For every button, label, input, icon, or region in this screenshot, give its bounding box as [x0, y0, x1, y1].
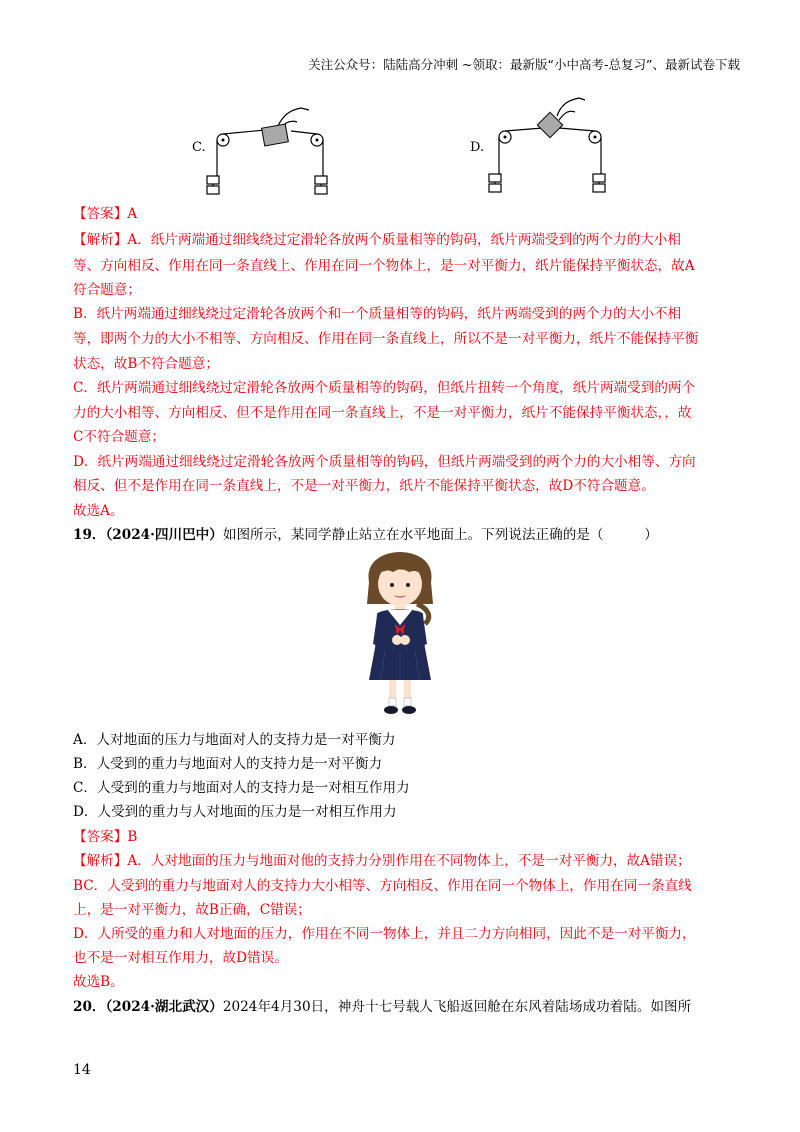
q19-analysis-line: 【解析】A．人对地面的压力与地面对他的支持力分别作用在不同物体上，不是一对平衡力，故A错误；	[73, 853, 691, 869]
q18-analysis-line: C不符合题意；	[73, 429, 165, 445]
q19-student-illustration	[355, 552, 445, 717]
q19-answer: 【答案】B	[73, 829, 138, 845]
page-header: 关注公众号：陆陆高分冲刺 ~领取：最新版“小中高考-总复习”、最新试卷下载	[308, 57, 740, 72]
q20-stem: 2024年4月30日，神舟十七号载人飞船返回舱在东风着陆场成功着陆。如图所	[222, 999, 692, 1015]
q20-number: 20．	[73, 999, 106, 1015]
q18-analysis-line: 【解析】A．纸片两端通过细线绕过定滑轮各放两个质量相等的钩码，纸片两端受到的两个力的大小相	[73, 232, 681, 248]
q19-analysis-line: D．人所受的重力和人对地面的压力，作用在不同一物体上，并且二力方向相同，因此不是一对平衡力，	[73, 926, 696, 942]
q18-analysis-line: C．纸片两端通过细线绕过定滑轮各放两个质量相等的钩码，但纸片扭转一个角度，纸片两端受到的两个	[73, 380, 696, 396]
q19-option-c: C．人受到的重力与地面对人的支持力是一对相互作用力	[73, 780, 410, 796]
q19-number: 19．	[73, 527, 106, 543]
q19-analysis-line: 也不是一对相互作用力，故D错误。	[73, 950, 288, 966]
figure-d-label: D.	[470, 140, 485, 155]
figure-c-label: C.	[192, 140, 206, 155]
q19-option-a: A．人对地面的压力与地面对人的支持力是一对平衡力	[73, 732, 396, 748]
q19-choose: 故选B。	[73, 974, 124, 990]
q19-stem: 如图所示，某同学静止站立在水平地面上。下列说法正确的是（ ）	[222, 527, 658, 543]
q18-analysis-line: D．纸片两端通过细线绕过定滑轮各放两个质量相等的钩码，但纸片两端受到的两个力的大小相等、方向	[73, 454, 696, 470]
q18-answer: 【答案】A	[73, 206, 138, 222]
q18-analysis-line: 等、方向相反、作用在同一条直线上、作用在同一个物体上，是一对平衡力，纸片能保持平衡状态，故A	[73, 258, 695, 274]
q19-option-d: D．人受到的重力与人对地面的压力是一对相互作用力	[73, 804, 397, 820]
q19-analysis-line: BC．人受到的重力与地面对人的支持力大小相等、方向相反、作用在同一个物体上，作用在同一条直线	[73, 878, 692, 894]
figure-c-pulley-diagram	[205, 100, 335, 200]
q18-choose: 故选A。	[73, 503, 124, 519]
figure-d-pulley-diagram	[485, 92, 615, 197]
q19-analysis-line: 上，是一对平衡力，故B正确，C错误；	[73, 902, 311, 918]
q20-source: （2024·湖北武汉）	[105, 999, 223, 1015]
q19-stem-line	[73, 523, 733, 548]
q19-source: （2024·四川巴中）	[105, 527, 223, 543]
q19-option-b: B．人受到的重力与地面对人的支持力是一对平衡力	[73, 756, 383, 772]
q18-analysis-line: 力的大小相等、方向相反、但不是作用在同一条直线上，不是一对平衡力，纸片不能保持平衡状态，，故	[73, 405, 692, 421]
q18-analysis-line: 相反、但不是作用在同一条直线上，不是一对平衡力，纸片不能保持平衡状态，故D不符合题意。	[73, 478, 655, 494]
q18-analysis-line: 符合题意；	[73, 282, 141, 298]
q20-stem-line	[73, 995, 733, 1020]
q18-analysis-line: 状态，故B不符合题意；	[73, 356, 219, 372]
page-number: 14	[73, 1062, 91, 1078]
q18-analysis-line: B．纸片两端通过细线绕过定滑轮各放两个和一个质量相等的钩码，纸片两端受到的两个力的大小不相	[73, 306, 682, 322]
q18-analysis-line: 等，即两个力的大小不相等、方向相反、作用在同一条直线上，所以不是一对平衡力，纸片不能保持平衡	[73, 331, 699, 347]
